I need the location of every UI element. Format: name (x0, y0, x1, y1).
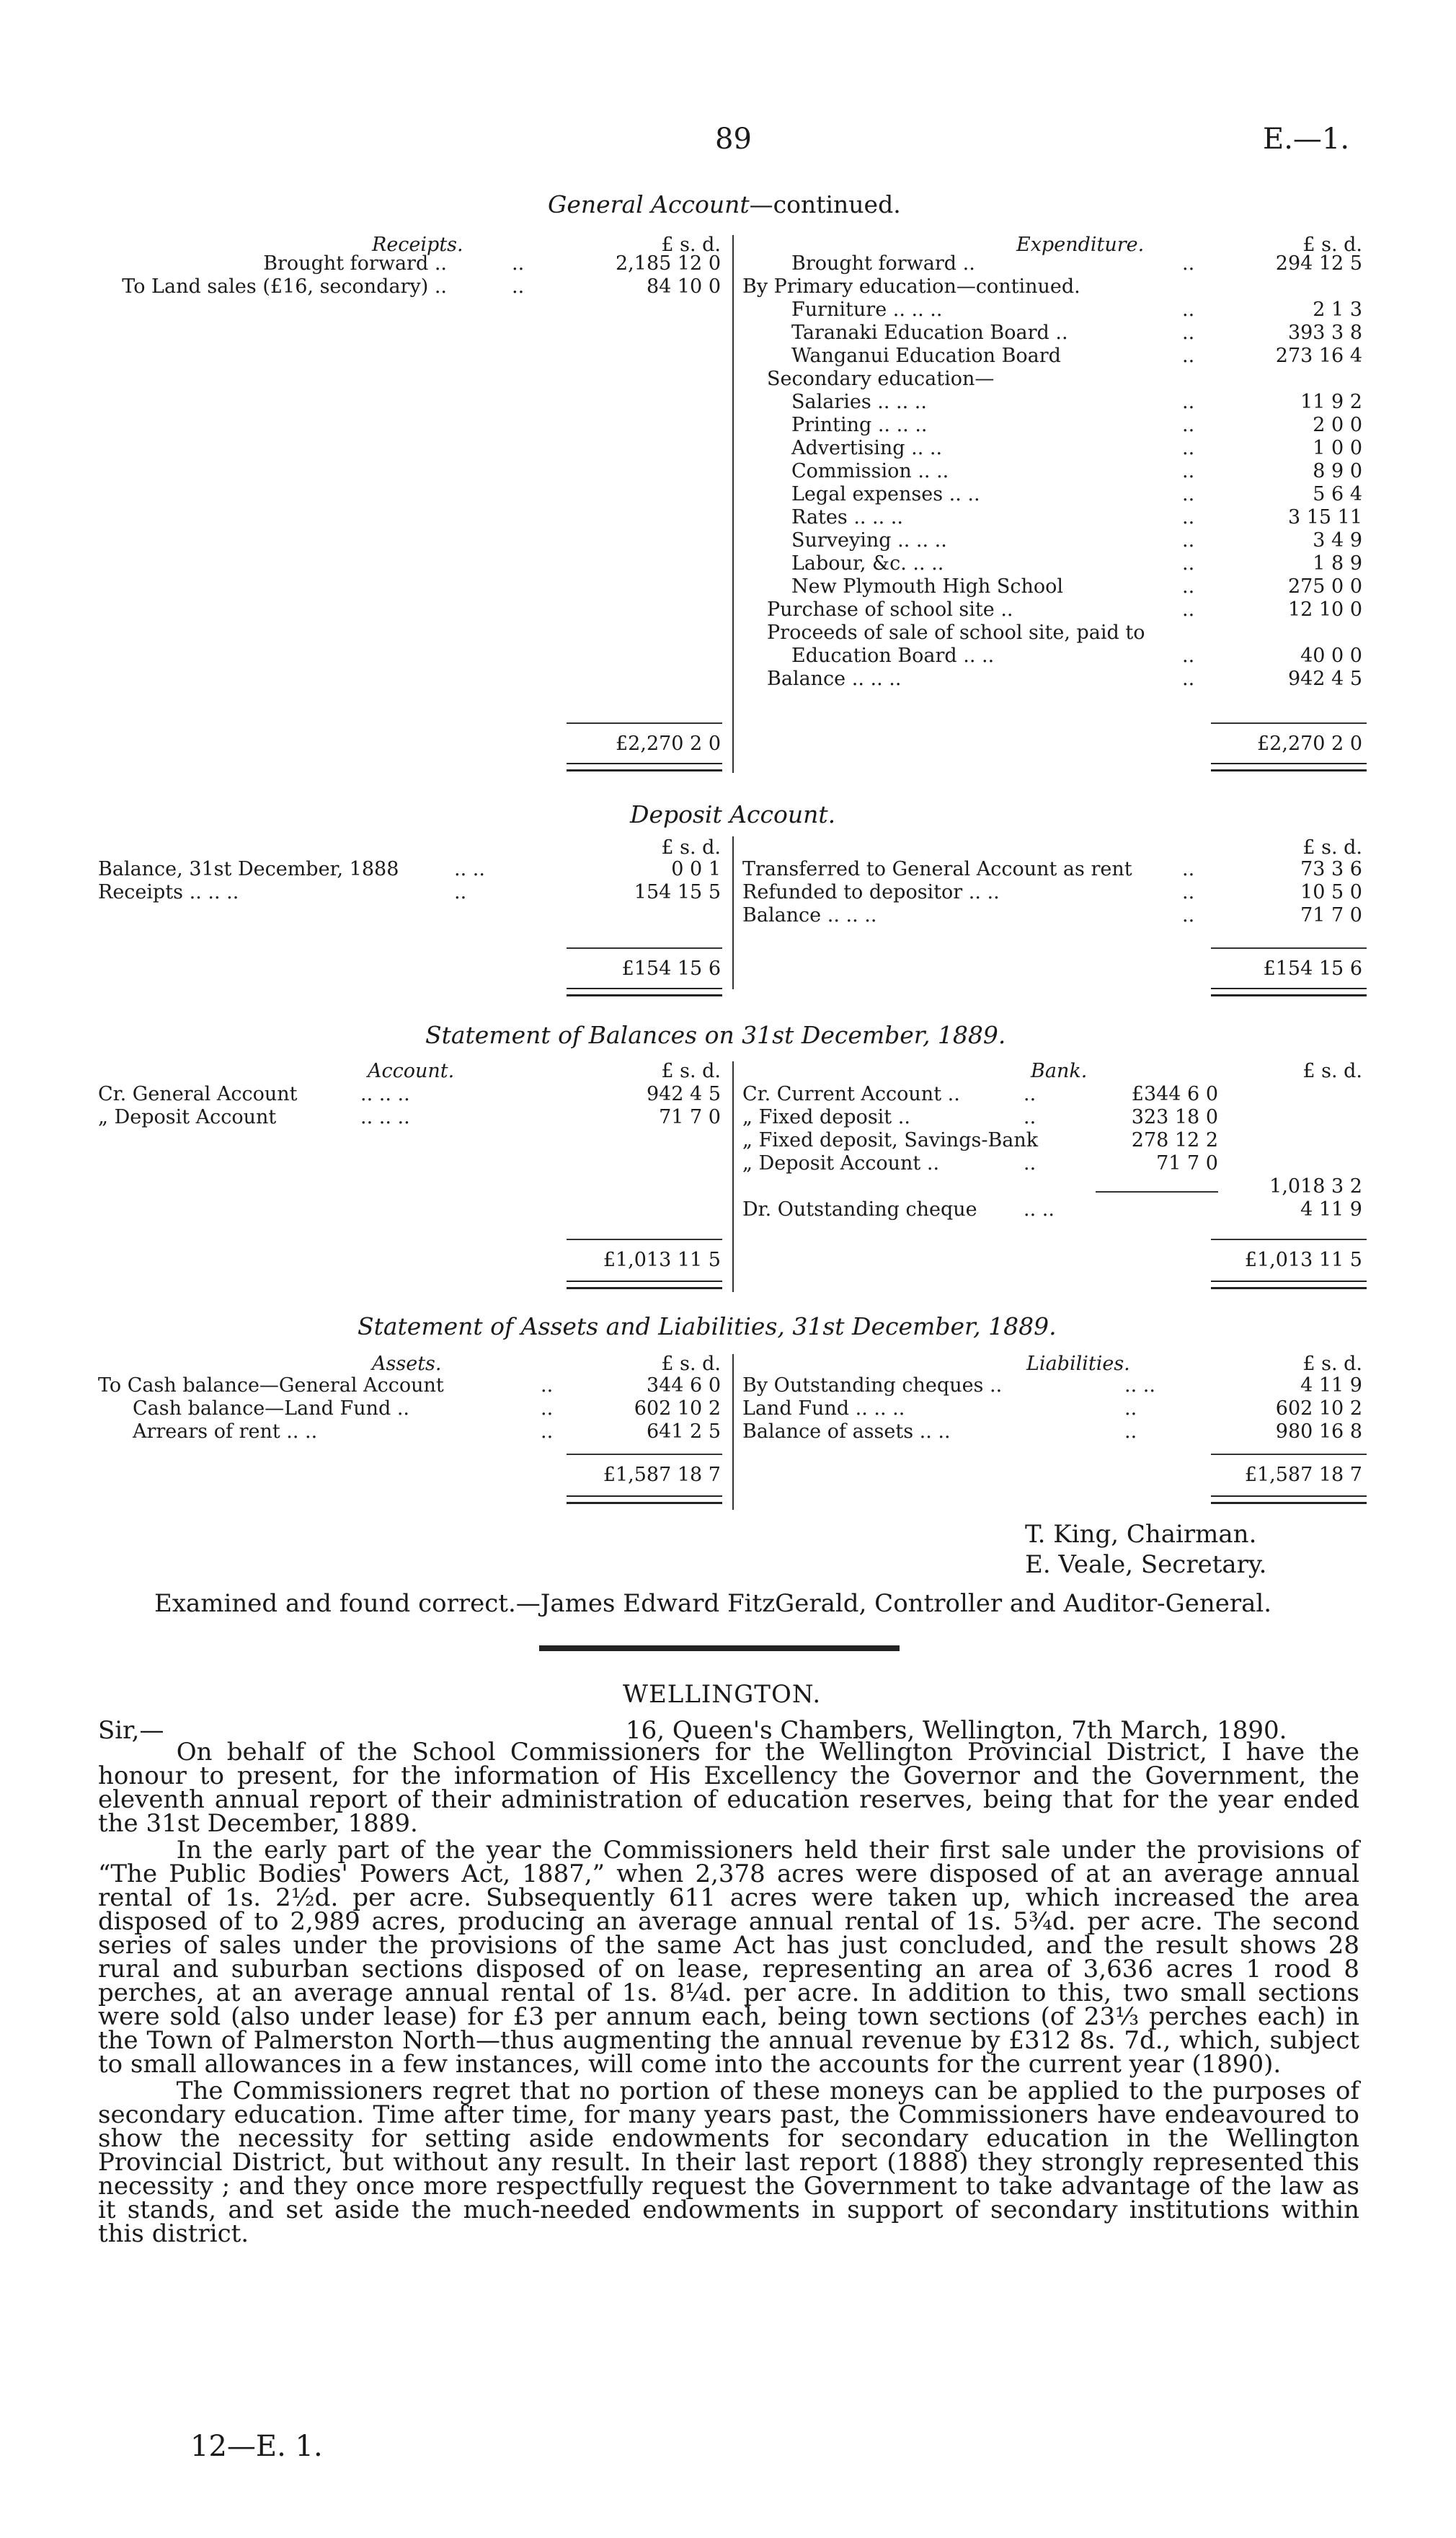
row-label: Wanganui Education Board (791, 345, 1061, 367)
as-left-total-rule (567, 1454, 722, 1455)
row-dots: .. (1182, 668, 1195, 690)
row-label: Brought forward .. (791, 252, 975, 275)
row-dots: .. (1024, 1083, 1036, 1105)
row-label: New Plymouth High School (791, 575, 1064, 598)
deposit-divider (732, 836, 734, 989)
row-label: „ Fixed deposit, Savings-Bank (742, 1129, 1039, 1151)
bal-total-left: £1,013 11 5 (603, 1249, 721, 1271)
row-label: By Primary education—continued. (742, 275, 1080, 298)
row-dots: .. (1182, 575, 1195, 598)
page-number: 89 (715, 123, 752, 156)
row-label: Commission .. .. (791, 460, 949, 482)
row-label: Cr. Current Account .. (742, 1083, 960, 1105)
row-dots: .. (1024, 1152, 1036, 1175)
row-amount: 2 0 0 (1313, 414, 1362, 436)
ga-total-left: £2,270 2 0 (616, 733, 721, 755)
row-amount: 8 9 0 (1313, 460, 1362, 482)
row-label: Labour, &c. .. .. (791, 552, 944, 575)
row-dots: .. (1182, 391, 1195, 413)
row-amount: 40 0 0 (1300, 645, 1362, 667)
row-amount: 84 10 0 (646, 275, 721, 298)
dep-right-total-rule (1211, 947, 1367, 949)
row-label: Balance .. .. .. (742, 904, 877, 927)
row-amount: 294 12 5 (1275, 252, 1362, 275)
row-label: Proceeds of sale of school site, paid to (767, 622, 1145, 644)
row-amount: 1,018 3 2 (1269, 1175, 1362, 1198)
row-dots: .. (1182, 414, 1195, 436)
row-label: Taranaki Education Board .. (791, 322, 1068, 344)
document-code: E.—1. (1263, 123, 1350, 156)
row-dots: .. (1182, 345, 1195, 367)
row-dots: .. (1182, 299, 1195, 321)
row-dots: .. .. .. (360, 1083, 410, 1105)
deposit-account-title: Deposit Account. (630, 800, 836, 828)
row-amount: 275 0 0 (1287, 575, 1362, 598)
bal-right-total-rule (1211, 1239, 1367, 1240)
row-amount: 980 16 8 (1275, 1420, 1362, 1443)
row-dots: .. (1024, 1106, 1036, 1128)
dep-left-total-rule (567, 947, 722, 949)
row-amount: 602 10 2 (1275, 1397, 1362, 1420)
row-label: Legal expenses .. .. (791, 483, 980, 505)
as-left-double-rule (567, 1495, 722, 1504)
row-label: Printing .. .. .. (791, 414, 928, 436)
row-label: Education Board .. .. (791, 645, 995, 667)
row-label: Arrears of rent .. .. (133, 1420, 318, 1443)
as-total-right: £1,587 18 7 (1244, 1464, 1362, 1486)
row-label: Cr. General Account (98, 1083, 298, 1105)
expenditure-currency-header: £ s. d. (1302, 234, 1362, 256)
row-label: Advertising .. .. (791, 437, 943, 459)
row-label: Brought forward .. (263, 252, 447, 275)
receipts-currency-header: £ s. d. (661, 234, 721, 256)
row-dots: .. (1124, 1397, 1137, 1420)
row-amount: 641 2 5 (646, 1420, 721, 1443)
row-dots: .. (1182, 483, 1195, 505)
row-amount: 5 6 4 (1313, 483, 1362, 505)
row-amount: 273 16 4 (1275, 345, 1362, 367)
row-dots: .. (541, 1420, 554, 1443)
paragraph-3: The Commissioners regret that no portion of these moneys can be applied to the purposes of secondary education. Time after time, for many years past, the Commissioners have endeavoured to show the necessity for setting aside endowments for secondary education in the Wellington Provincial District, but without any result. In their last report (1888) they strongly represented this necessity ; and they once more respectfully request the Government to take advantage of the law as it stands, and set aside the much-needed endowments in support of secondary institutions within this district. (98, 2077, 1359, 2248)
paragraph-1: On behalf of the School Commissioners for the Wellington Provincial District, I have the honour to present, for the information of His Excellency the Governor and the Government, the eleventh annual report of their administration of education reserves, being that for the year ended the 31st December, 1889. (98, 1738, 1359, 1838)
receipts-heading: Receipts. (372, 234, 463, 256)
examined-statement: Examined and found correct.—James Edward FitzGerald, Controller and Auditor-General. (154, 1589, 1272, 1618)
row-dots: .. .. .. (360, 1106, 410, 1128)
row-dots: .. (1182, 598, 1195, 621)
row-dots: .. .. (1124, 1374, 1155, 1397)
general-account-title (548, 190, 901, 218)
row-label: „ Deposit Account .. (742, 1152, 940, 1175)
row-dots: .. (1182, 904, 1195, 927)
row-amount: 942 4 5 (1287, 668, 1362, 690)
as-right-double-rule (1211, 1495, 1367, 1504)
row-dots: .. (1182, 506, 1195, 529)
dep-left-double-rule (567, 988, 722, 996)
row-inner-amount: 71 7 0 (1156, 1152, 1218, 1175)
row-dots: .. (1182, 460, 1195, 482)
row-amount: 3 15 11 (1287, 506, 1362, 529)
row-amount: 3 4 9 (1313, 529, 1362, 552)
row-dots: .. (1182, 881, 1195, 903)
row-inner-amount: 323 18 0 (1131, 1106, 1218, 1128)
balances-right-currency: £ s. d. (1302, 1060, 1362, 1082)
deposit-right-currency: £ s. d. (1302, 836, 1362, 859)
assets-left-currency: £ s. d. (661, 1353, 721, 1375)
row-label: By Outstanding cheques .. (742, 1374, 1003, 1397)
ga-right-double-rule (1211, 763, 1367, 771)
dep-right-double-rule (1211, 988, 1367, 996)
balances-divider (732, 1061, 734, 1292)
paragraph-2: In the early part of the year the Commissioners held their first sale under the provisions of “The Public Bodies' Powers Act, 1887,” when 2,378 acres were disposed of at an average annual rental of 1s. 2½d. per acre. Subsequently 611 acres were taken up, which increased the area disposed of to 2,989 acres, producing an average annual rental of 1s. 5¾d. per acre. The second series of sales under the provisions of the same Act has just concluded, and the result shows 28 rural and suburban sections disposed of on lease, representing an area of 3,636 acres 1 rood 8 perches, at an average annual rental of 1s. 8¼d. per acre. In addition to this, two small sections were sold (also under lease) for £3 per annum each, being town sections (of 23⅓ perches each) in the Town of Palmerston North—thus augmenting the annual revenue by £312 8s. 7d., which, subject to small allowances in a few instances, will come into the accounts for the current year (1890). (98, 1836, 1359, 2079)
wellington-heading: WELLINGTON. (623, 1680, 822, 1709)
ga-total-right: £2,270 2 0 (1257, 733, 1362, 755)
assets-right-currency: £ s. d. (1302, 1353, 1362, 1375)
liabilities-heading: Liabilities. (1026, 1353, 1130, 1375)
row-label: To Cash balance—General Account (98, 1374, 444, 1397)
balances-left-currency: £ s. d. (661, 1060, 721, 1082)
row-label: Receipts .. .. .. (98, 881, 239, 903)
row-label: Secondary education— (767, 368, 995, 390)
ga-right-total-rule (1211, 722, 1367, 724)
row-dots: .. .. (454, 858, 485, 880)
as-total-left: £1,587 18 7 (603, 1464, 721, 1486)
row-dots: .. (1182, 437, 1195, 459)
as-right-total-rule (1211, 1454, 1367, 1455)
row-amount: 4 11 9 (1300, 1198, 1362, 1221)
bal-left-double-rule (567, 1281, 722, 1289)
bank-subtotal-rule (1096, 1191, 1218, 1193)
row-amount: 393 3 8 (1287, 322, 1362, 344)
row-label: Surveying .. .. .. (791, 529, 947, 552)
row-label: Refunded to depositor .. .. (742, 881, 1000, 903)
row-label: „ Deposit Account (98, 1106, 277, 1128)
assets-title: Statement of Assets and Liabilities, 31st December, 1889. (358, 1312, 1057, 1340)
row-amount: 2 1 3 (1313, 299, 1362, 321)
row-label: „ Fixed deposit .. (742, 1106, 910, 1128)
row-amount: 71 7 0 (1300, 904, 1362, 927)
bank-heading: Bank. (1031, 1060, 1088, 1082)
section-separator (539, 1645, 900, 1651)
letter-address: 16, Queen's Chambers, Wellington, 7th March, 1890. (626, 1716, 1287, 1745)
signature-chairman: T. King, Chairman. (1025, 1520, 1257, 1549)
row-label: Balance, 31st December, 1888 (98, 858, 399, 880)
ga-left-double-rule (567, 763, 722, 771)
row-dots: .. (512, 252, 525, 275)
row-label: Dr. Outstanding cheque (742, 1198, 977, 1221)
account-heading: Account. (368, 1060, 455, 1082)
row-dots: .. (1182, 322, 1195, 344)
letter-body (98, 1738, 1359, 2248)
row-label: Purchase of school site .. (767, 598, 1013, 621)
row-inner-amount: 278 12 2 (1131, 1129, 1218, 1151)
row-dots: .. (541, 1374, 554, 1397)
row-dots: .. (1182, 858, 1195, 880)
assets-divider (732, 1354, 734, 1510)
row-dots: .. (1182, 552, 1195, 575)
row-dots: .. (1182, 645, 1195, 667)
bal-right-double-rule (1211, 1281, 1367, 1289)
signature-secretary: E. Veale, Secretary. (1025, 1550, 1267, 1579)
row-amount: 73 3 6 (1300, 858, 1362, 880)
row-label: Cash balance—Land Fund .. (133, 1397, 410, 1420)
row-amount: 4 11 9 (1300, 1374, 1362, 1397)
signature-mark: 12—E. 1. (190, 2430, 323, 2463)
ga-left-total-rule (567, 722, 722, 724)
row-amount: 2,185 12 0 (616, 252, 721, 275)
row-dots: .. (1182, 252, 1195, 275)
general-account-divider (732, 235, 734, 773)
bal-left-total-rule (567, 1239, 722, 1240)
dep-total-right: £154 15 6 (1263, 958, 1362, 980)
row-dots: .. (454, 881, 467, 903)
row-amount: 0 0 1 (671, 858, 721, 880)
row-amount: 71 7 0 (659, 1106, 721, 1128)
row-dots: .. (1182, 529, 1195, 552)
balances-title: Statement of Balances on 31st December, 1889. (425, 1021, 1006, 1049)
row-dots: .. (512, 275, 525, 298)
bal-total-right: £1,013 11 5 (1244, 1249, 1362, 1271)
row-label: Salaries .. .. .. (791, 391, 927, 413)
row-label: Rates .. .. .. (791, 506, 903, 529)
row-amount: 11 9 2 (1300, 391, 1362, 413)
row-amount: 12 10 0 (1287, 598, 1362, 621)
row-amount: 1 8 9 (1313, 552, 1362, 575)
dep-total-left: £154 15 6 (621, 958, 721, 980)
row-label: Balance of assets .. .. (742, 1420, 951, 1443)
row-label: Land Fund .. .. .. (742, 1397, 905, 1420)
salutation: Sir,— (98, 1716, 164, 1745)
row-label: Transferred to General Account as rent (742, 858, 1132, 880)
general-account-title-suffix: —continued. (749, 190, 901, 218)
deposit-left-currency: £ s. d. (661, 836, 721, 859)
row-dots: .. .. (1024, 1198, 1055, 1221)
row-label: Balance .. .. .. (767, 668, 902, 690)
row-dots: .. (541, 1397, 554, 1420)
assets-heading: Assets. (372, 1353, 442, 1375)
expenditure-heading: Expenditure. (1016, 234, 1145, 256)
row-amount: 942 4 5 (646, 1083, 721, 1105)
row-label: To Land sales (£16, secondary) .. (122, 275, 447, 298)
row-label: Furniture .. .. .. (791, 299, 943, 321)
general-account-title-main: General Account (548, 190, 750, 218)
row-inner-amount: £344 6 0 (1131, 1083, 1218, 1105)
row-amount: 154 15 5 (634, 881, 721, 903)
row-amount: 1 0 0 (1313, 437, 1362, 459)
row-amount: 602 10 2 (634, 1397, 721, 1420)
row-dots: .. (1124, 1420, 1137, 1443)
row-amount: 10 5 0 (1300, 881, 1362, 903)
row-amount: 344 6 0 (646, 1374, 721, 1397)
